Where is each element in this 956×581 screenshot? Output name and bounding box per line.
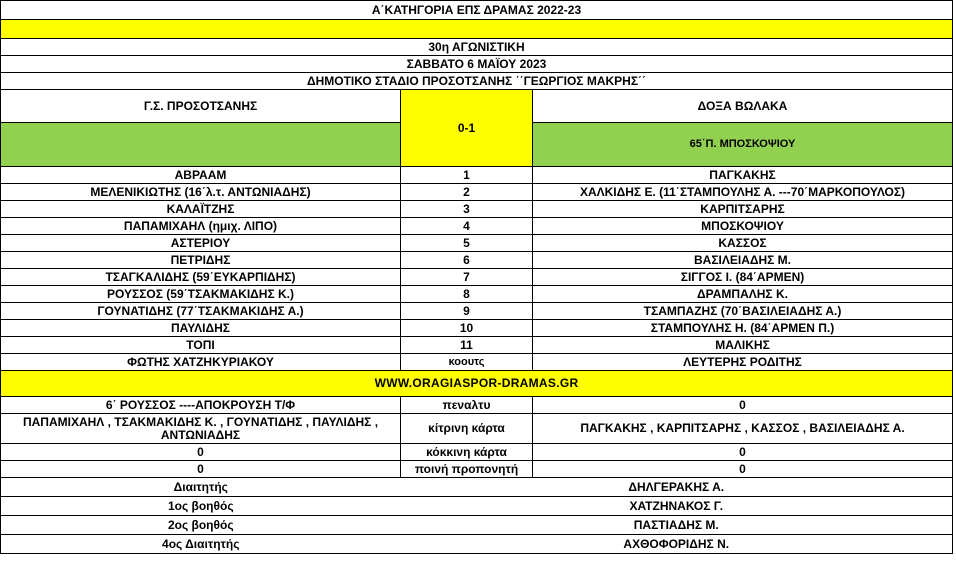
official-name: ΠΑΣΤΙΑΔΗΣ Μ. (401, 516, 953, 535)
away-yellow-cards: ΠΑΓΚΑΚΗΣ , ΚΑΡΠΙΤΣΑΡΗΣ , ΚΑΣΣΟΣ , ΒΑΣΙΛΕΙΑΔΗΣ Α. (533, 414, 953, 444)
lineup-row (1, 320, 953, 337)
away-player: ΣΤΑΜΠΟΥΛΗΣ Η. (84΄ΑΡΜΕΝ Π.) (533, 320, 953, 337)
official-name: ΧΑΤΖΗΝΑΚΟΣ Γ. (401, 497, 953, 516)
official-row (1, 478, 953, 497)
home-player: ΠΕΤΡΙΔΗΣ (1, 252, 401, 269)
lineup-row (1, 269, 953, 286)
shirt-number: 6 (401, 252, 533, 269)
yellow-card-label: κίτρινη κάρτα (401, 414, 533, 444)
home-coach-penalty: 0 (1, 461, 401, 478)
official-row (1, 516, 953, 535)
away-player: ΒΑΣΙΛΕΙΑΔΗΣ Μ. (533, 252, 953, 269)
lineup-row (1, 167, 953, 184)
official-role: 4ος Διαιτητής (1, 535, 401, 554)
shirt-number: 11 (401, 337, 533, 354)
final-score: 0-1 (401, 90, 533, 167)
home-player: ΜΕΛΕΝΙΚΙΩΤΗΣ (16΄λ.τ. ΑΝΤΩΝΙΑΔΗΣ) (1, 184, 401, 201)
shirt-number: 4 (401, 218, 533, 235)
lineup-row (1, 303, 953, 320)
away-coach-penalty: 0 (533, 461, 953, 478)
shirt-number: 3 (401, 201, 533, 218)
red-card-row (1, 444, 953, 461)
lineup-row (1, 201, 953, 218)
official-name: ΔΗΛΓΕΡΑΚΗΣ Α. (401, 478, 953, 497)
round-label: 30η ΑΓΩΝΙΣΤΙΚΗ (1, 39, 953, 56)
shirt-number: 9 (401, 303, 533, 320)
away-coach: ΛΕΥΤΕΡΗΣ ΡΟΔΙΤΗΣ (533, 354, 953, 371)
lineup-row (1, 252, 953, 269)
home-player: ΚΑΛΑΪΤΖΗΣ (1, 201, 401, 218)
home-player: ΤΣΑΓΚΑΛΙΔΗΣ (59΄ΕΥΚΑΡΠΙΔΗΣ) (1, 269, 401, 286)
home-player: ΠΑΠΑΜΙΧΑΗΛ (ημιχ. ΛΙΠΟ) (1, 218, 401, 235)
away-player: ΜΑΛΙΚΗΣ (533, 337, 953, 354)
coach-label: κοουτς (401, 354, 533, 371)
red-card-label: κόκκινη κάρτα (401, 444, 533, 461)
official-role: Διαιτητής (1, 478, 401, 497)
lineup-row (1, 184, 953, 201)
coach-penalty-row (1, 461, 953, 478)
yellow-card-row (1, 414, 953, 444)
home-coach: ΦΩΤΗΣ ΧΑΤΖΗΚΥΡΙΑΚΟΥ (1, 354, 401, 371)
penalty-row (1, 397, 953, 414)
shirt-number: 2 (401, 184, 533, 201)
lineup-row (1, 337, 953, 354)
home-player: ΤΟΠΙ (1, 337, 401, 354)
yellow-separator-bar (1, 20, 953, 39)
home-penalty: 6΄ ΡΟΥΣΣΟΣ ----ΑΠΟΚΡΟΥΣΗ Τ/Φ (1, 397, 401, 414)
away-penalty: 0 (533, 397, 953, 414)
match-date: ΣΑΒΒΑΤΟ 6 ΜΑΪΟΥ 2023 (1, 56, 953, 73)
shirt-number: 10 (401, 320, 533, 337)
away-scorers: 65΄Π. ΜΠΟΣΚΟΨΙΟΥ (533, 123, 953, 167)
lineup-row (1, 286, 953, 303)
away-player: ΤΣΑΜΠΑΖΗΣ (70΄ΒΑΣΙΛΕΙΑΔΗΣ Α.) (533, 303, 953, 320)
lineup-row (1, 218, 953, 235)
away-player: ΚΑΡΠΙΤΣΑΡΗΣ (533, 201, 953, 218)
shirt-number: 7 (401, 269, 533, 286)
away-red-cards: 0 (533, 444, 953, 461)
away-player: ΣΙΓΓΟΣ Ι. (84΄ΑΡΜΕΝ) (533, 269, 953, 286)
away-player: ΧΑΛΚΙΔΗΣ Ε. (11΄ΣΤΑΜΠΟΥΛΗΣ Α. ---70΄ΜΑΡΚΟΠΟΥΛΟΣ) (533, 184, 953, 201)
away-player: ΠΑΓΚΑΚΗΣ (533, 167, 953, 184)
home-player: ΡΟΥΣΣΟΣ (59΄ΤΣΑΚΜΑΚΙΔΗΣ Κ.) (1, 286, 401, 303)
away-team-name: ΔΟΞΑ ΒΩΛΑΚΑ (533, 90, 953, 123)
shirt-number: 5 (401, 235, 533, 252)
stadium-name: ΔΗΜΟΤΙΚΟ ΣΤΑΔΙΟ ΠΡΟΣΟΤΣΑΝΗΣ ΄΄ΓΕΩΡΓΙΟΣ ΜΑΚΡΗΣ΄΄ (1, 73, 953, 90)
home-yellow-cards: ΠΑΠΑΜΙΧΑΗΛ , ΤΣΑΚΜΑΚΙΔΗΣ Κ. , ΓΟΥΝΑΤΙΔΗΣ , ΠΑΥΛΙΔΗΣ , ΑΝΤΩΝΙΑΔΗΣ (1, 414, 401, 444)
coach-penalty-label: ποινή προπονητή (401, 461, 533, 478)
official-role: 1ος βοηθός (1, 497, 401, 516)
home-team-name: Γ.Σ. ΠΡΟΣΟΤΣΑΝΗΣ (1, 90, 401, 123)
away-player: ΔΡΑΜΠΑΛΗΣ Κ. (533, 286, 953, 303)
home-player: ΑΒΡΑΑΜ (1, 167, 401, 184)
home-red-cards: 0 (1, 444, 401, 461)
home-scorers (1, 123, 401, 167)
official-row (1, 535, 953, 554)
home-player: ΠΑΥΛΙΔΗΣ (1, 320, 401, 337)
official-name: ΑΧΘΟΦΟΡΙΔΗΣ Ν. (401, 535, 953, 554)
away-player: ΚΑΣΣΟΣ (533, 235, 953, 252)
league-title: Α΄ΚΑΤΗΓΟΡΙΑ ΕΠΣ ΔΡΑΜΑΣ 2022-23 (1, 1, 953, 20)
penalty-label: πεναλτυ (401, 397, 533, 414)
lineup-row (1, 235, 953, 252)
shirt-number: 8 (401, 286, 533, 303)
home-player: ΑΣΤΕΡΙΟΥ (1, 235, 401, 252)
official-role: 2ος βοηθός (1, 516, 401, 535)
shirt-number: 1 (401, 167, 533, 184)
official-row (1, 497, 953, 516)
website-banner: WWW.ORAGIASPOR-DRAMAS.GR (1, 371, 953, 397)
away-player: ΜΠΟΣΚΟΨΙΟΥ (533, 218, 953, 235)
home-player: ΓΟΥΝΑΤΙΔΗΣ (77΄ΤΣΑΚΜΑΚΙΔΗΣ Α.) (1, 303, 401, 320)
coaches-row (1, 354, 953, 371)
